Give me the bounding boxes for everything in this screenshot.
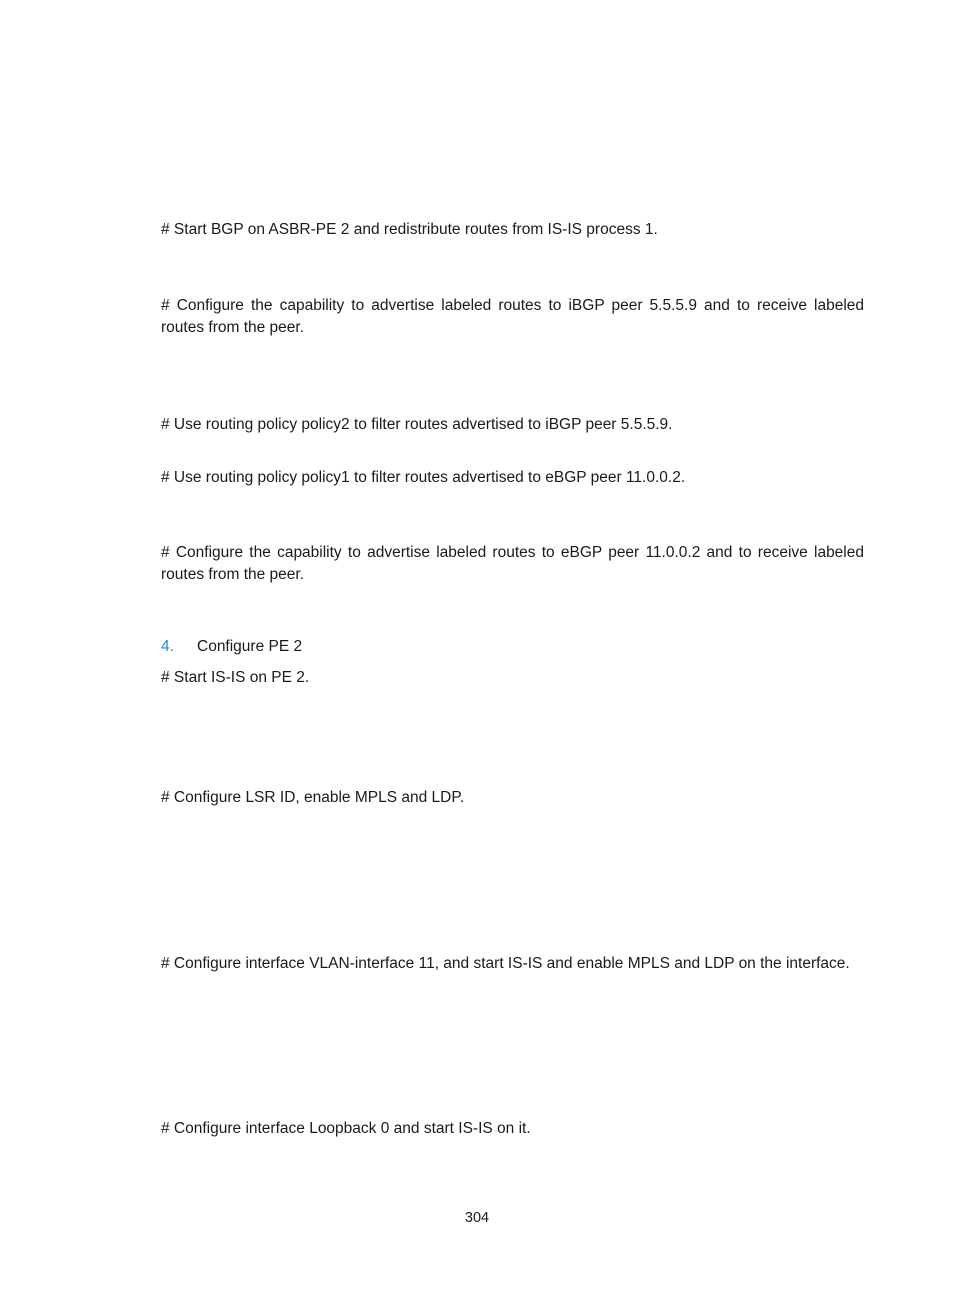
paragraph-vlan-interface: # Configure interface VLAN-interface 11, and start IS-IS and enable MPLS and LDP on the interface. <box>161 955 850 972</box>
paragraph-ibgp-labeled-routes: # Configure the capability to advertise labeled routes to iBGP peer 5.5.5.9 and to receive labeled routes from the peer. <box>161 297 864 336</box>
paragraph-start-bgp: # Start BGP on ASBR-PE 2 and redistribute routes from IS-IS process 1. <box>161 221 658 238</box>
paragraph-policy2: # Use routing policy policy2 to filter routes advertised to iBGP peer 5.5.5.9. <box>161 416 673 433</box>
paragraph-ebgp-labeled-routes: # Configure the capability to advertise labeled routes to eBGP peer 11.0.0.2 and to receive labeled routes from the peer. <box>161 544 864 583</box>
page-number: 304 <box>464 1210 490 1226</box>
paragraph-loopback: # Configure interface Loopback 0 and start IS-IS on it. <box>161 1120 531 1137</box>
step-heading <box>161 636 302 658</box>
paragraph-lsr-id: # Configure LSR ID, enable MPLS and LDP. <box>161 789 465 806</box>
paragraph-policy1: # Use routing policy policy1 to filter routes advertised to eBGP peer 11.0.0.2. <box>161 469 686 486</box>
paragraph-start-isis: # Start IS-IS on PE 2. <box>161 669 310 686</box>
step-number: 4. <box>161 638 174 655</box>
step-label: Configure PE 2 <box>197 638 303 655</box>
